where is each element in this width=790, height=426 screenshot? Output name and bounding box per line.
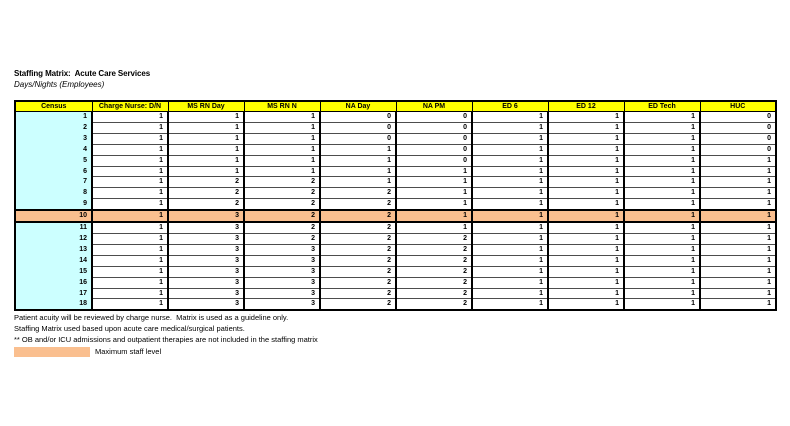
staff-count-cell: 1 [700,199,776,210]
staff-count-cell: 2 [396,299,472,310]
staff-count-cell: 1 [244,133,320,144]
table-row [15,122,776,133]
staff-count-cell: 2 [320,299,396,310]
staff-count-cell: 1 [472,244,548,255]
staff-count-cell: 3 [168,288,244,299]
staff-count-cell: 3 [168,210,244,222]
staff-count-cell: 1 [624,133,700,144]
staff-count-cell: 1 [700,244,776,255]
staff-count-cell: 0 [320,122,396,133]
staff-count-cell: 0 [320,112,396,123]
max-staff-level-swatch [14,347,90,357]
staff-count-cell: 1 [700,277,776,288]
staff-count-cell: 2 [320,210,396,222]
staff-count-cell: 1 [472,112,548,123]
staff-count-cell: 1 [168,166,244,177]
staff-count-cell: 3 [168,255,244,266]
staff-count-cell: 1 [92,112,168,123]
column-header: Charge Nurse: D/N [92,101,168,112]
staff-count-cell: 0 [396,144,472,155]
census-cell: 18 [15,299,92,310]
staff-count-cell: 1 [92,255,168,266]
staff-count-cell: 2 [320,222,396,233]
staff-count-cell: 0 [396,112,472,123]
table-row [15,288,776,299]
note-line: ** OB and/or ICU admissions and outpatient therapies are not included in the staffing matrix [14,335,318,344]
staff-count-cell: 3 [244,277,320,288]
staff-count-cell: 1 [244,112,320,123]
staff-count-cell: 1 [92,177,168,188]
table-row [15,277,776,288]
staff-count-cell: 1 [168,133,244,144]
header-row [15,101,776,112]
staff-count-cell: 1 [624,122,700,133]
staff-count-cell: 1 [92,188,168,199]
staff-count-cell: 2 [244,177,320,188]
staff-count-cell: 2 [244,199,320,210]
staff-count-cell: 1 [472,266,548,277]
table-row [15,233,776,244]
staff-count-cell: 0 [396,122,472,133]
staff-count-cell: 2 [396,266,472,277]
staff-count-cell: 1 [92,133,168,144]
staff-count-cell: 1 [700,299,776,310]
staff-count-cell: 1 [396,166,472,177]
staff-count-cell: 1 [472,199,548,210]
staff-count-cell: 3 [168,266,244,277]
staff-count-cell: 1 [168,122,244,133]
staff-count-cell: 1 [320,166,396,177]
staff-count-cell: 1 [472,210,548,222]
note-line: Staffing Matrix used based upon acute care medical/surgical patients. [14,324,245,333]
staff-count-cell: 1 [168,144,244,155]
staff-count-cell: 1 [548,277,624,288]
staff-count-cell: 1 [624,233,700,244]
census-cell: 14 [15,255,92,266]
staff-count-cell: 1 [548,299,624,310]
staff-count-cell: 1 [700,255,776,266]
staff-count-cell: 1 [320,177,396,188]
staff-count-cell: 1 [472,155,548,166]
census-cell: 2 [15,122,92,133]
census-cell: 16 [15,277,92,288]
staff-count-cell: 2 [244,210,320,222]
staff-count-cell: 1 [320,144,396,155]
staff-count-cell: 2 [320,188,396,199]
note-line: Patient acuity will be reviewed by charge nurse. Matrix is used as a guideline only. [14,313,289,322]
census-cell: 17 [15,288,92,299]
staff-count-cell: 2 [396,277,472,288]
table-row [15,266,776,277]
staff-count-cell: 3 [244,266,320,277]
staff-count-cell: 1 [624,155,700,166]
staff-count-cell: 1 [624,244,700,255]
staff-count-cell: 1 [700,288,776,299]
page-title: Staffing Matrix: Acute Care Services [14,69,151,78]
census-cell: 3 [15,133,92,144]
column-header: Census [15,101,92,112]
staff-count-cell: 1 [472,188,548,199]
staff-count-cell: 1 [700,188,776,199]
census-cell: 15 [15,266,92,277]
staff-count-cell: 1 [700,155,776,166]
column-header: NA PM [396,101,472,112]
staff-count-cell: 1 [92,155,168,166]
staff-count-cell: 1 [472,277,548,288]
staff-count-cell: 1 [548,177,624,188]
notes-section [14,312,318,357]
staff-count-cell: 1 [624,210,700,222]
staff-count-cell: 1 [472,166,548,177]
staff-count-cell: 3 [168,244,244,255]
staff-count-cell: 3 [168,233,244,244]
staff-count-cell: 1 [92,122,168,133]
staff-count-cell: 1 [244,122,320,133]
staff-count-cell: 1 [548,222,624,233]
census-cell: 13 [15,244,92,255]
staff-count-cell: 2 [168,177,244,188]
staff-count-cell: 2 [320,244,396,255]
page-subtitle: Days/Nights (Employees) [14,80,105,89]
table-row [15,299,776,310]
staff-count-cell: 1 [396,188,472,199]
staff-count-cell: 1 [624,277,700,288]
census-cell: 5 [15,155,92,166]
staff-count-cell: 1 [700,266,776,277]
staff-count-cell: 1 [472,133,548,144]
staff-count-cell: 1 [548,244,624,255]
table-row [15,166,776,177]
staff-count-cell: 0 [700,122,776,133]
column-header: ED 12 [548,101,624,112]
column-header: ED Tech [624,101,700,112]
census-cell: 1 [15,112,92,123]
staff-count-cell: 1 [700,222,776,233]
staff-count-cell: 2 [320,288,396,299]
staff-count-cell: 1 [92,166,168,177]
table-row [15,244,776,255]
staff-count-cell: 1 [396,210,472,222]
staff-count-cell: 1 [396,199,472,210]
staff-count-cell: 1 [700,233,776,244]
census-cell: 9 [15,199,92,210]
staff-count-cell: 1 [92,144,168,155]
staff-count-cell: 1 [92,266,168,277]
staff-count-cell: 1 [548,199,624,210]
staff-count-cell: 1 [168,112,244,123]
staff-count-cell: 0 [700,133,776,144]
staff-count-cell: 1 [624,299,700,310]
staff-count-cell: 1 [472,299,548,310]
staff-count-cell: 2 [320,266,396,277]
staff-count-cell: 1 [92,222,168,233]
staff-count-cell: 1 [700,166,776,177]
staff-count-cell: 1 [244,166,320,177]
table-body [15,112,776,311]
staff-count-cell: 2 [244,233,320,244]
staff-count-cell: 1 [548,133,624,144]
table-row [15,222,776,233]
column-header: NA Day [320,101,396,112]
staff-count-cell: 1 [548,112,624,123]
staff-count-cell: 1 [396,177,472,188]
staff-count-cell: 1 [472,144,548,155]
staff-count-cell: 1 [244,155,320,166]
legend-row [14,346,318,357]
table-row [15,155,776,166]
staff-count-cell: 2 [396,233,472,244]
table-row [15,255,776,266]
staff-count-cell: 1 [396,222,472,233]
table-row [15,199,776,210]
column-header: ED 6 [472,101,548,112]
staff-count-cell: 1 [548,155,624,166]
staff-count-cell: 2 [320,255,396,266]
staff-count-cell: 1 [548,233,624,244]
staff-count-cell: 2 [396,255,472,266]
staff-count-cell: 1 [92,233,168,244]
staff-count-cell: 0 [320,133,396,144]
staff-count-cell: 3 [168,277,244,288]
table-row [15,133,776,144]
staff-count-cell: 1 [548,288,624,299]
staff-count-cell: 1 [168,155,244,166]
staff-count-cell: 1 [92,199,168,210]
staff-count-cell: 1 [624,177,700,188]
census-cell: 4 [15,144,92,155]
staff-count-cell: 3 [244,244,320,255]
staff-count-cell: 1 [472,288,548,299]
staff-count-cell: 1 [92,277,168,288]
census-cell: 7 [15,177,92,188]
staff-count-cell: 0 [396,133,472,144]
staff-count-cell: 0 [700,112,776,123]
staff-count-cell: 2 [320,233,396,244]
staff-count-cell: 1 [624,112,700,123]
column-header: MS RN N [244,101,320,112]
staff-count-cell: 1 [320,155,396,166]
table-row [15,144,776,155]
staff-count-cell: 1 [548,188,624,199]
table-row [15,177,776,188]
staff-count-cell: 1 [624,266,700,277]
staff-count-cell: 1 [624,288,700,299]
legend-label: Maximum staff level [95,347,162,356]
staff-count-cell: 1 [92,210,168,222]
staff-count-cell: 1 [548,122,624,133]
staff-count-cell: 1 [548,166,624,177]
column-header: MS RN Day [168,101,244,112]
staff-count-cell: 1 [548,210,624,222]
census-cell: 11 [15,222,92,233]
staff-count-cell: 2 [168,188,244,199]
staff-count-cell: 3 [244,255,320,266]
staff-count-cell: 1 [472,222,548,233]
staffing-table [14,100,777,311]
staff-count-cell: 2 [320,277,396,288]
table-row [15,188,776,199]
staff-count-cell: 1 [472,255,548,266]
staff-count-cell: 1 [624,144,700,155]
max-staff-row [15,210,776,222]
staff-count-cell: 3 [244,288,320,299]
census-cell: 8 [15,188,92,199]
staff-count-cell: 2 [244,188,320,199]
staff-count-cell: 0 [396,155,472,166]
staff-count-cell: 2 [396,288,472,299]
staff-count-cell: 2 [244,222,320,233]
staff-count-cell: 1 [624,199,700,210]
staff-count-cell: 1 [472,177,548,188]
staff-count-cell: 1 [624,255,700,266]
staff-count-cell: 1 [624,188,700,199]
staff-count-cell: 3 [168,222,244,233]
staff-count-cell: 3 [244,299,320,310]
census-cell: 6 [15,166,92,177]
staff-count-cell: 0 [700,144,776,155]
staff-count-cell: 1 [548,266,624,277]
title-block [14,68,150,90]
staff-count-cell: 1 [700,177,776,188]
staff-count-cell: 1 [548,255,624,266]
column-header: HUC [700,101,776,112]
staff-count-cell: 1 [624,166,700,177]
staff-count-cell: 1 [472,233,548,244]
staff-count-cell: 3 [168,299,244,310]
table-row [15,112,776,123]
census-cell: 12 [15,233,92,244]
staff-count-cell: 1 [700,210,776,222]
staff-count-cell: 1 [548,144,624,155]
staff-count-cell: 1 [92,288,168,299]
staff-count-cell: 1 [92,299,168,310]
staff-count-cell: 1 [92,244,168,255]
staff-count-cell: 2 [168,199,244,210]
staff-count-cell: 2 [320,199,396,210]
staff-count-cell: 2 [396,244,472,255]
staff-count-cell: 1 [624,222,700,233]
staff-count-cell: 1 [472,122,548,133]
census-cell: 10 [15,210,92,222]
staff-count-cell: 1 [244,144,320,155]
